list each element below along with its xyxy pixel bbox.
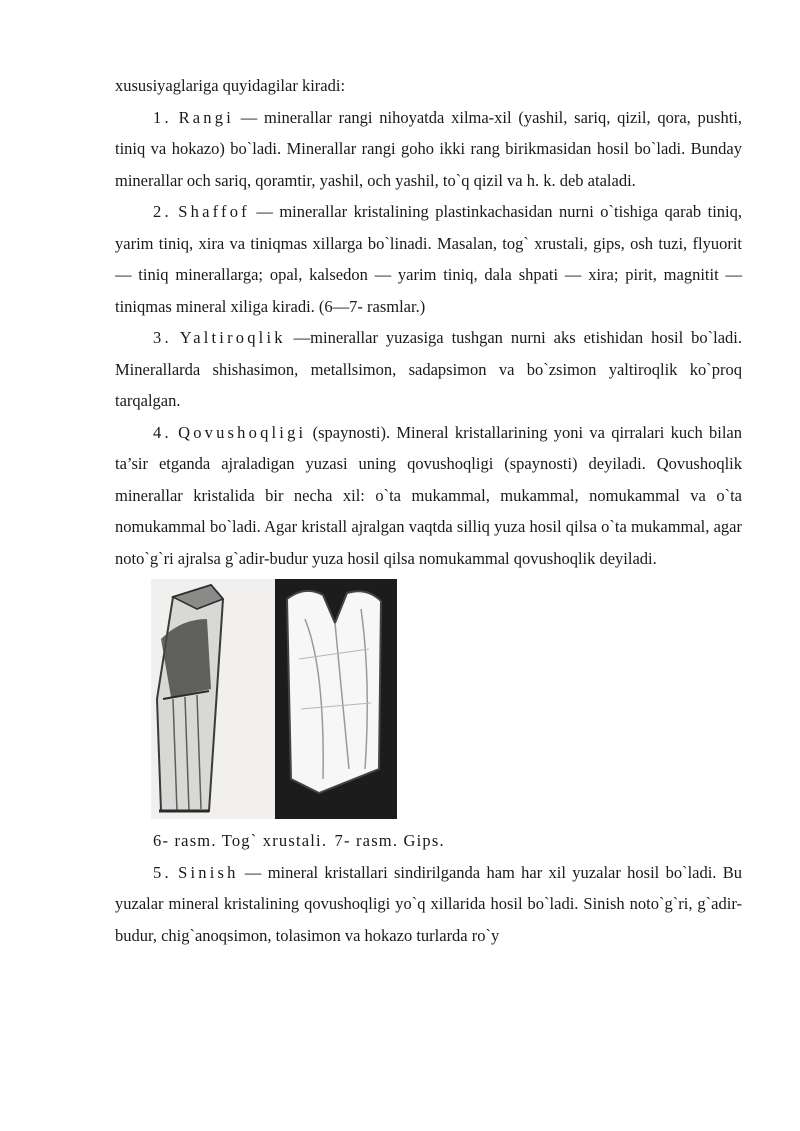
item-text: — minerallar kristalining plastinkachasidan nurni o`tishiga qarab tiniq, yarim tiniq, xira va tiniqmas xillarga bo`linadi. Masalan, tog` xrustali, gips, osh tuzi, flyuorit— tiniq minerallarga; opal, kalsedon — yarim tiniq, dala shpati — xira; pirit, magnitit —tiniqmas mineral xiliga kiradi. (6—7- rasmlar.): [115, 202, 743, 316]
item-text: — mineral kristallari sindirilganda ham har xil yuzalar hosil bo`ladi. Bu yuzalar mineral kristalining qovushoqligi yo`q xillarida hosil bo`ladi. Sinish noto`g`ri, g`adir-budur, chig`anoqsimon, tolasimon va hokazo turlarda ro`y: [115, 862, 743, 945]
item-text: —minerallar yuzasiga tushgan nurni aks etishidan hosil bo`ladi. Minerallarda shishasimon, metallsimon, sadapsimon va bo`zsimon yaltiroqlik ko`proq tarqalgan.: [115, 328, 743, 410]
mineral-figure: [115, 579, 742, 823]
paragraph-yaltiroqlik: [115, 322, 742, 417]
item-title: Rangi: [178, 107, 234, 127]
item-text: — minerallar rangi nihoyatda xilma-xil (yashil, sariq, qizil, qora, pushti, tiniq va hokazo) bo`ladi. Minerallar rangi goho ikki rang birikmasidan hosil bo`ladi. Bunday minerallar och sariq, qoramtir, yashil, och yashil, to`q qizil va h. k. deb ataladi.: [115, 107, 743, 190]
paragraph-qovushoqligi: [115, 417, 742, 575]
paragraph-shaffof: [115, 196, 742, 322]
item-number: 4.: [153, 422, 172, 442]
item-number: 2.: [153, 202, 172, 221]
quartz-crystal-image: [151, 579, 294, 819]
item-number: 5.: [153, 862, 172, 882]
item-number: 3.: [153, 328, 172, 347]
item-number: 1.: [153, 107, 172, 127]
document-page: [115, 70, 742, 951]
item-text: (spaynosti). Mineral kristallarining yoni va qirralari kuch bilan ta’sir etganda ajraladigan yuzasi uning qovushoqligi (spaynosti) deyiladi. Qovushoqlik minerallar kristalida bir necha xil: o`ta mukammal, mukammal, nomukammal va o`ta nomukammal bo`ladi. Agar kristall ajralgan vaqtda silliq yuza hosil qilsa o`ta mukammal, agar noto`g`ri ajralsa g`adir-budur yuza hosil qilsa nomukammal qovushoqlik deyiladi.: [115, 422, 743, 568]
intro-text: xususiyaglariga quyidagilar kiradi:: [115, 76, 346, 95]
item-title: Qovushoqligi: [178, 422, 307, 442]
gypsum-crystal-image: [275, 579, 397, 819]
paragraph-rangi: [115, 102, 742, 197]
paragraph-sinish: [115, 857, 742, 952]
figure-caption: [115, 825, 742, 857]
caption-7: 7- rasm. Gips.: [334, 831, 445, 850]
caption-6: 6- rasm. Tog` xrustali.: [153, 831, 328, 850]
item-title: Yaltiroqlik: [179, 328, 286, 347]
item-title: Sinish: [178, 862, 239, 882]
item-title: Shaffof: [178, 202, 250, 221]
